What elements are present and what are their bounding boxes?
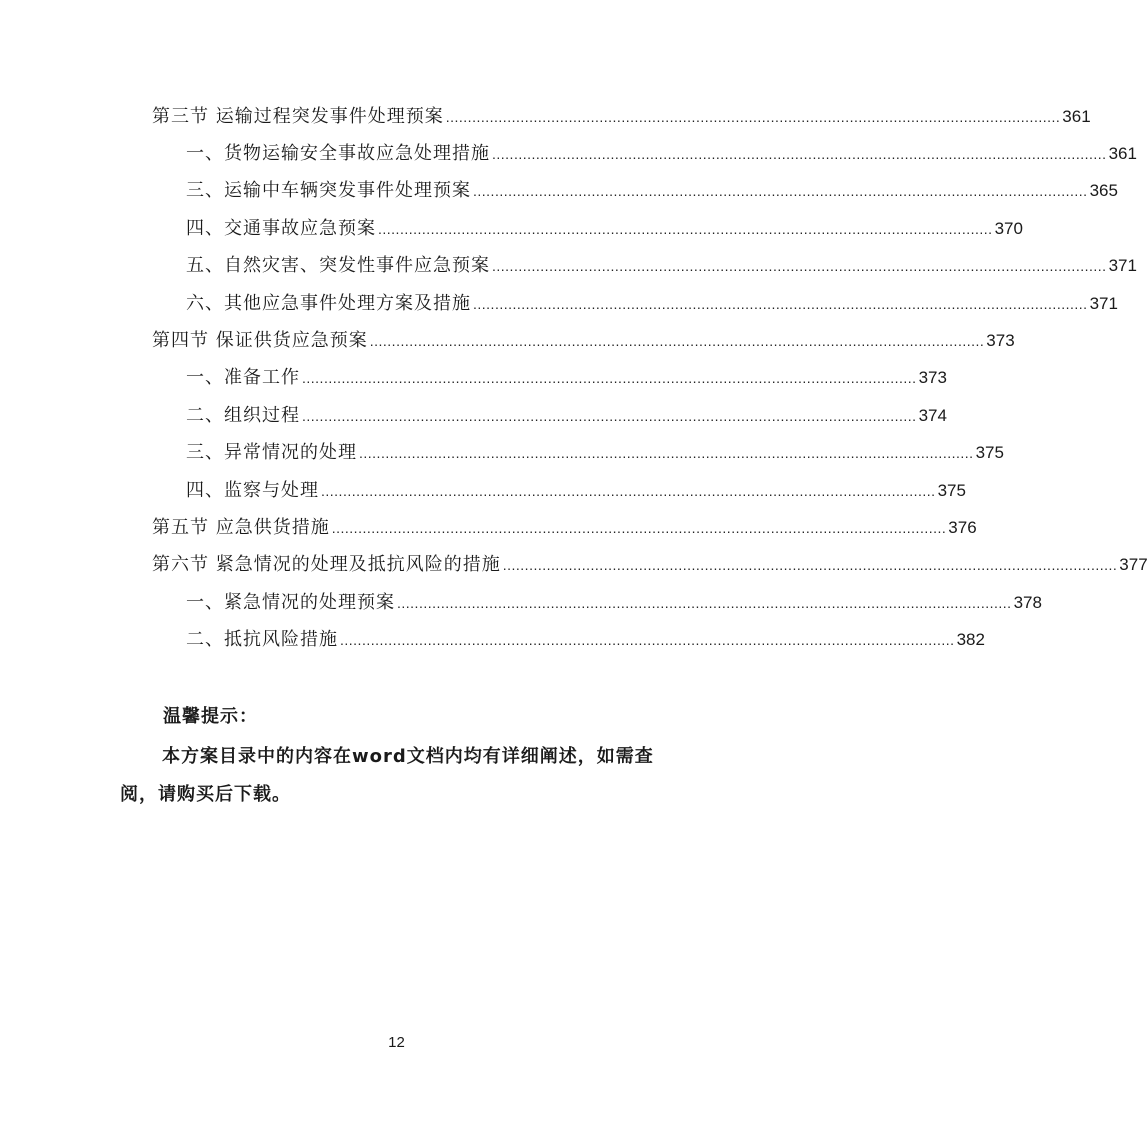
toc-dot-leader: ............................................................................................................................................	[359, 445, 974, 461]
toc-dot-leader: ............................................................................................................................................	[473, 183, 1088, 199]
toc-dot-leader: ............................................................................................................................................	[473, 296, 1088, 312]
toc-entry-page: 371	[1089, 294, 1118, 313]
toc-entry[interactable]	[186, 214, 1023, 244]
toc-dot-leader: ............................................................................................................................................	[397, 595, 1012, 611]
toc-entry[interactable]	[186, 588, 1042, 618]
toc-entry-title: 五、自然灾害、突发性事件应急预案	[186, 255, 490, 276]
toc-entry[interactable]	[152, 326, 1015, 356]
tip-heading: 温馨提示：	[163, 706, 258, 727]
toc-entry-page: 374	[918, 406, 947, 425]
toc-dot-leader: ............................................................................................................................................	[369, 333, 985, 349]
toc-entry-title: 二、抵抗风险措施	[186, 629, 338, 650]
toc-entry-page: 373	[918, 368, 947, 387]
toc-entry-page: 376	[948, 518, 977, 537]
toc-entry-page: 370	[994, 219, 1023, 238]
toc-entry-page: 361	[1108, 144, 1137, 163]
toc-dot-leader: ............................................................................................................................................	[445, 109, 1061, 125]
toc-entry-page: 371	[1108, 256, 1137, 275]
toc-dot-leader: ............................................................................................................................................	[502, 557, 1118, 573]
toc-entry[interactable]	[186, 625, 985, 655]
toc-entry-title: 一、准备工作	[186, 367, 300, 388]
toc-dot-leader: ............................................................................................................................................	[321, 483, 936, 499]
toc-entry-page: 378	[1013, 593, 1042, 612]
toc-entry[interactable]	[186, 251, 1137, 281]
toc-entry[interactable]	[186, 401, 947, 431]
toc-entry-page: 373	[986, 331, 1015, 350]
toc-entry[interactable]	[186, 363, 947, 393]
toc-entry[interactable]	[152, 513, 977, 543]
page-number: 12	[388, 1034, 405, 1051]
toc-entry-page: 375	[975, 443, 1004, 462]
toc-entry-title: 四、监察与处理	[186, 480, 319, 501]
toc-entry-page: 382	[956, 630, 985, 649]
toc-entry-title: 第六节 紧急情况的处理及抵抗风险的措施	[152, 554, 501, 575]
toc-entry-page: 361	[1062, 107, 1091, 126]
toc-entry-page: 377	[1119, 555, 1148, 574]
toc-entry[interactable]	[186, 289, 1118, 319]
toc-entry-title: 二、组织过程	[186, 405, 300, 426]
toc-entry[interactable]	[186, 476, 966, 506]
toc-entry-title: 一、紧急情况的处理预案	[186, 592, 395, 613]
toc-entry[interactable]	[152, 102, 1091, 132]
toc-entry-title: 第四节 保证供货应急预案	[152, 330, 368, 351]
toc-entry-title: 第三节 运输过程突发事件处理预案	[152, 106, 444, 127]
toc-entry[interactable]	[186, 139, 1137, 169]
toc-dot-leader: ............................................................................................................................................	[492, 146, 1107, 162]
toc-entry-title: 六、其他应急事件处理方案及措施	[186, 293, 471, 314]
toc-dot-leader: ............................................................................................................................................	[302, 370, 917, 386]
toc-dot-leader: ............................................................................................................................................	[331, 520, 947, 536]
toc-entry-title: 第五节 应急供货措施	[152, 517, 330, 538]
toc-entry-page: 365	[1089, 181, 1118, 200]
toc-dot-leader: ............................................................................................................................................	[378, 221, 993, 237]
toc-entry[interactable]	[186, 176, 1118, 206]
toc-dot-leader: ............................................................................................................................................	[492, 258, 1107, 274]
toc-entry-title: 三、运输中车辆突发事件处理预案	[186, 180, 471, 201]
toc-entry-title: 四、交通事故应急预案	[186, 218, 376, 239]
toc-entry[interactable]	[152, 550, 1148, 580]
tip-body: 本方案目录中的内容在word文档内均有详细阐述，如需查阅，请购买后下载。	[120, 746, 654, 805]
toc-entry-page: 375	[937, 481, 966, 500]
toc-dot-leader: ............................................................................................................................................	[340, 632, 955, 648]
toc-dot-leader: ............................................................................................................................................	[302, 408, 917, 424]
toc-entry-title: 一、货物运输安全事故应急处理措施	[186, 143, 490, 164]
toc-entry[interactable]	[186, 438, 1004, 468]
toc-entry-title: 三、异常情况的处理	[186, 442, 357, 463]
